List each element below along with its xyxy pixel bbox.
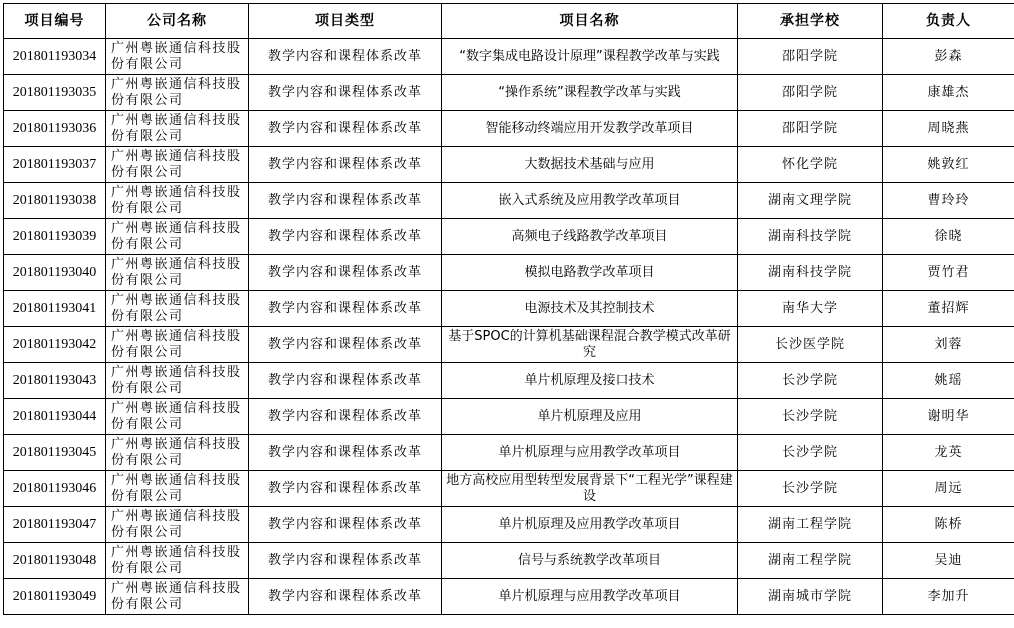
table-row (4, 507, 1014, 543)
person-cell: 曹玲玲 (883, 183, 1014, 219)
project-name-cell: 模拟电路教学改革项目 (442, 255, 738, 291)
company-name-cell: 广州粤嵌通信科技股份有限公司 (106, 363, 249, 399)
table-row (4, 39, 1014, 75)
project-code-cell: 201801193039 (4, 219, 106, 255)
person-cell: 姚瑶 (883, 363, 1014, 399)
project-type-cell: 教学内容和课程体系改革 (249, 363, 442, 399)
project-code-cell: 201801193045 (4, 435, 106, 471)
table-row (4, 183, 1014, 219)
table-row (4, 399, 1014, 435)
project-code-cell: 201801193040 (4, 255, 106, 291)
project-type-cell: 教学内容和课程体系改革 (249, 255, 442, 291)
project-code-cell: 201801193036 (4, 111, 106, 147)
project-type-cell: 教学内容和课程体系改革 (249, 183, 442, 219)
header-project-name: 项目名称 (442, 4, 738, 39)
project-code-cell: 201801193048 (4, 543, 106, 579)
school-cell: 长沙学院 (738, 435, 883, 471)
school-cell: 湖南城市学院 (738, 579, 883, 615)
person-cell: 龙英 (883, 435, 1014, 471)
table-header (4, 4, 1014, 39)
table-row (4, 147, 1014, 183)
header-project-type: 项目类型 (249, 4, 442, 39)
project-code-cell: 201801193043 (4, 363, 106, 399)
company-name-cell: 广州粤嵌通信科技股份有限公司 (106, 327, 249, 363)
table-row (4, 327, 1014, 363)
project-name-cell: 单片机原理及接口技术 (442, 363, 738, 399)
company-name-cell: 广州粤嵌通信科技股份有限公司 (106, 255, 249, 291)
project-type-cell: 教学内容和课程体系改革 (249, 507, 442, 543)
school-cell: 怀化学院 (738, 147, 883, 183)
table-row (4, 75, 1014, 111)
project-name-cell: 地方高校应用型转型发展背景下“工程光学”课程建设 (442, 471, 738, 507)
header-row (4, 4, 1014, 39)
school-cell: 湖南文理学院 (738, 183, 883, 219)
project-name-cell: 单片机原理与应用教学改革项目 (442, 579, 738, 615)
project-type-cell: 教学内容和课程体系改革 (249, 219, 442, 255)
person-cell: 贾竹君 (883, 255, 1014, 291)
project-type-cell: 教学内容和课程体系改革 (249, 327, 442, 363)
person-cell: 周远 (883, 471, 1014, 507)
person-cell: 吴迪 (883, 543, 1014, 579)
header-company-name: 公司名称 (106, 4, 249, 39)
company-name-cell: 广州粤嵌通信科技股份有限公司 (106, 111, 249, 147)
company-name-cell: 广州粤嵌通信科技股份有限公司 (106, 291, 249, 327)
company-name-cell: 广州粤嵌通信科技股份有限公司 (106, 219, 249, 255)
table-row (4, 543, 1014, 579)
project-type-cell: 教学内容和课程体系改革 (249, 471, 442, 507)
project-name-cell: 嵌入式系统及应用教学改革项目 (442, 183, 738, 219)
project-type-cell: 教学内容和课程体系改革 (249, 75, 442, 111)
project-type-cell: 教学内容和课程体系改革 (249, 543, 442, 579)
project-type-cell: 教学内容和课程体系改革 (249, 147, 442, 183)
project-code-cell: 201801193035 (4, 75, 106, 111)
school-cell: 邵阳学院 (738, 39, 883, 75)
person-cell: 谢明华 (883, 399, 1014, 435)
company-name-cell: 广州粤嵌通信科技股份有限公司 (106, 507, 249, 543)
person-cell: 姚敦红 (883, 147, 1014, 183)
school-cell: 邵阳学院 (738, 111, 883, 147)
project-code-cell: 201801193034 (4, 39, 106, 75)
project-name-cell: 智能移动终端应用开发教学改革项目 (442, 111, 738, 147)
project-name-cell: 电源技术及其控制技术 (442, 291, 738, 327)
project-code-cell: 201801193042 (4, 327, 106, 363)
project-table (3, 3, 1014, 615)
school-cell: 长沙学院 (738, 471, 883, 507)
project-name-cell: 大数据技术基础与应用 (442, 147, 738, 183)
person-cell: 康雄杰 (883, 75, 1014, 111)
table-row (4, 579, 1014, 615)
project-name-cell: 基于SPOC的计算机基础课程混合教学模式改革研究 (442, 327, 738, 363)
company-name-cell: 广州粤嵌通信科技股份有限公司 (106, 183, 249, 219)
project-type-cell: 教学内容和课程体系改革 (249, 111, 442, 147)
table-row (4, 291, 1014, 327)
person-cell: 董招辉 (883, 291, 1014, 327)
project-code-cell: 201801193041 (4, 291, 106, 327)
project-name-cell: 高频电子线路教学改革项目 (442, 219, 738, 255)
header-school: 承担学校 (738, 4, 883, 39)
project-type-cell: 教学内容和课程体系改革 (249, 579, 442, 615)
project-code-cell: 201801193046 (4, 471, 106, 507)
project-name-cell: 单片机原理及应用 (442, 399, 738, 435)
project-name-cell: “数字集成电路设计原理”课程教学改革与实践 (442, 39, 738, 75)
table-body (4, 39, 1014, 615)
school-cell: 湖南工程学院 (738, 543, 883, 579)
company-name-cell: 广州粤嵌通信科技股份有限公司 (106, 543, 249, 579)
table-row (4, 435, 1014, 471)
table-row (4, 363, 1014, 399)
school-cell: 长沙学院 (738, 363, 883, 399)
project-code-cell: 201801193049 (4, 579, 106, 615)
project-code-cell: 201801193044 (4, 399, 106, 435)
company-name-cell: 广州粤嵌通信科技股份有限公司 (106, 471, 249, 507)
table-row (4, 111, 1014, 147)
company-name-cell: 广州粤嵌通信科技股份有限公司 (106, 39, 249, 75)
company-name-cell: 广州粤嵌通信科技股份有限公司 (106, 399, 249, 435)
project-type-cell: 教学内容和课程体系改革 (249, 435, 442, 471)
table-row (4, 255, 1014, 291)
project-code-cell: 201801193037 (4, 147, 106, 183)
school-cell: 长沙医学院 (738, 327, 883, 363)
person-cell: 周晓燕 (883, 111, 1014, 147)
company-name-cell: 广州粤嵌通信科技股份有限公司 (106, 435, 249, 471)
project-name-cell: “操作系统”课程教学改革与实践 (442, 75, 738, 111)
project-name-cell: 信号与系统教学改革项目 (442, 543, 738, 579)
table-row (4, 219, 1014, 255)
person-cell: 李加升 (883, 579, 1014, 615)
header-person: 负责人 (883, 4, 1014, 39)
company-name-cell: 广州粤嵌通信科技股份有限公司 (106, 579, 249, 615)
project-type-cell: 教学内容和课程体系改革 (249, 291, 442, 327)
header-project-code: 项目编号 (4, 4, 106, 39)
table-row (4, 471, 1014, 507)
project-type-cell: 教学内容和课程体系改革 (249, 399, 442, 435)
school-cell: 湖南工程学院 (738, 507, 883, 543)
project-code-cell: 201801193047 (4, 507, 106, 543)
project-name-cell: 单片机原理及应用教学改革项目 (442, 507, 738, 543)
project-name-cell: 单片机原理与应用教学改革项目 (442, 435, 738, 471)
company-name-cell: 广州粤嵌通信科技股份有限公司 (106, 147, 249, 183)
person-cell: 彭森 (883, 39, 1014, 75)
school-cell: 邵阳学院 (738, 75, 883, 111)
school-cell: 湖南科技学院 (738, 219, 883, 255)
person-cell: 徐晓 (883, 219, 1014, 255)
person-cell: 陈桥 (883, 507, 1014, 543)
person-cell: 刘蓉 (883, 327, 1014, 363)
school-cell: 长沙学院 (738, 399, 883, 435)
company-name-cell: 广州粤嵌通信科技股份有限公司 (106, 75, 249, 111)
project-type-cell: 教学内容和课程体系改革 (249, 39, 442, 75)
project-code-cell: 201801193038 (4, 183, 106, 219)
school-cell: 湖南科技学院 (738, 255, 883, 291)
school-cell: 南华大学 (738, 291, 883, 327)
